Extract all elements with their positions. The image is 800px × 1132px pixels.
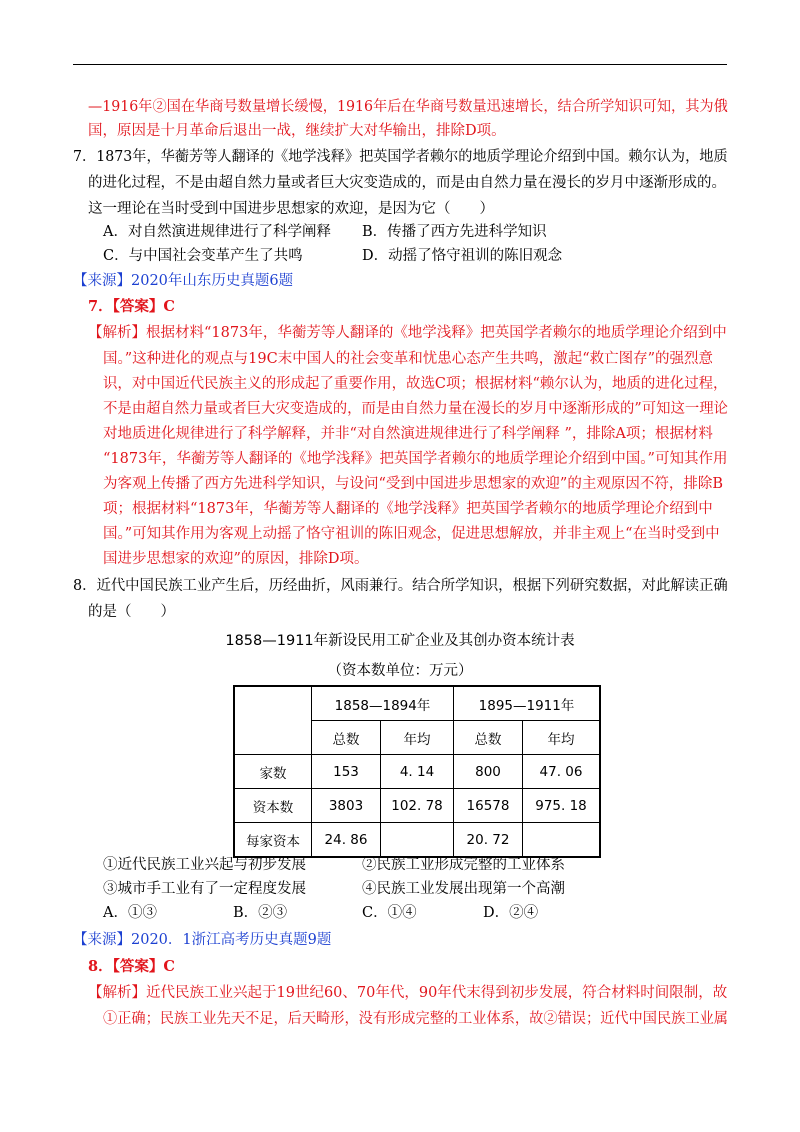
question-7-option-c: C．与中国社会变革产生了共鸣 xyxy=(103,248,303,264)
header-rule xyxy=(73,64,727,65)
table-cell: 975. 18 xyxy=(523,789,601,823)
table-header-row xyxy=(234,686,600,721)
question-8-stem-line-1: 8．近代中国民族工业产生后，历经曲折，风雨兼行。结合所学知识，根据下列研究数据，对此解读正确 xyxy=(73,578,728,594)
table-sub-avg-1: 年均 xyxy=(381,721,454,755)
question-7-option-d: D．动摇了恪守祖训的陈旧观念 xyxy=(362,248,563,264)
table-period-1: 1858—1894年 xyxy=(312,686,454,721)
table-sub-avg-2: 年均 xyxy=(523,721,601,755)
table-cell: 24. 86 xyxy=(312,823,381,858)
question-8-source: 【来源】2020．1浙江高考历史真题9题 xyxy=(73,932,332,948)
table-title: 1858—1911年新设民用工矿企业及其创办资本统计表 xyxy=(225,633,575,649)
question-7-analysis-line-7: 为客观上传播了西方先进科学知识，与设问“受到中国进步思想家的欢迎”的主观原因不符，排除B xyxy=(103,476,723,492)
table-cell: 16578 xyxy=(454,789,523,823)
question-7-analysis-line-8: 项；根据材料“1873年，华蘅芳等人翻译的《地学浅释》把英国学者赖尔的地质学理论介绍到中 xyxy=(103,501,713,517)
table-cell: 20. 72 xyxy=(454,823,523,858)
table-corner-cell xyxy=(234,686,312,755)
table-unit: （资本数单位：万元） xyxy=(327,663,473,679)
question-8-answer: 8．【答案】C xyxy=(88,958,175,975)
question-8-statement-4: ④民族工业发展出现第一个高潮 xyxy=(362,881,565,897)
table-row xyxy=(234,755,600,789)
question-7-source: 【来源】2020年山东历史真题6题 xyxy=(73,273,294,289)
question-8-statement-1: ①近代民族工业兴起与初步发展 xyxy=(103,857,306,873)
question-7-analysis-line-6: “1873年，华蘅芳等人翻译的《地学浅释》把英国学者赖尔的地质学理论介绍到中国。”可知其作用 xyxy=(103,451,728,467)
table-cell: 153 xyxy=(312,755,381,789)
table-cell: 102. 78 xyxy=(381,789,454,823)
table-row-label: 每家资本 xyxy=(234,823,312,858)
table-cell: 3803 xyxy=(312,789,381,823)
question-7-analysis-line-2: 国。”这种进化的观点与19C末中国人的社会变革和忧患心态产生共鸣，激起“救亡图存”的强烈意 xyxy=(103,351,714,367)
table-row-label: 资本数 xyxy=(234,789,312,823)
question-7-analysis-line-1: 【解析】根据材料“1873年，华蘅芳等人翻译的《地学浅释》把英国学者赖尔的地质学理论介绍到中 xyxy=(88,325,727,341)
question-7-analysis-line-4: 不是由超自然力量或者巨大灾变造成的，而是由自然力量在漫长的岁月中逐渐形成的”可知这一理论 xyxy=(103,401,728,417)
statistics-table xyxy=(233,685,601,858)
question-8-statement-2: ②民族工业形成完整的工业体系 xyxy=(362,857,565,873)
question-8-stem-line-2: 的是（ ） xyxy=(88,604,175,620)
table-row xyxy=(234,823,600,858)
table-cell: 47. 06 xyxy=(523,755,601,789)
table-row xyxy=(234,789,600,823)
question-8-option-c: C．①④ xyxy=(362,905,417,921)
question-8-option-d: D．②④ xyxy=(483,905,539,921)
prev-analysis-line-2: 国，原因是十月革命后退出一战，继续扩大对华输出，排除D项。 xyxy=(88,123,506,139)
question-7-stem-line-1: 7．1873年，华蘅芳等人翻译的《地学浅释》把英国学者赖尔的地质学理论介绍到中国。赖尔认为，地质 xyxy=(73,149,728,165)
table-row-label: 家数 xyxy=(234,755,312,789)
question-7-option-a: A．对自然演进规律进行了科学阐释 xyxy=(103,224,331,240)
question-7-analysis-line-9: 国。”可知其作用为客观上动摇了恪守祖训的陈旧观念，促进思想解放，并非主观上“在当时受到中 xyxy=(103,526,720,542)
question-7-answer: 7．【答案】C xyxy=(88,298,175,315)
question-7-option-b: B．传播了西方先进科学知识 xyxy=(362,224,547,240)
table-cell: 800 xyxy=(454,755,523,789)
table-cell xyxy=(523,823,601,858)
prev-analysis-line-1: —1916年②国在华商号数量增长缓慢，1916年后在华商号数量迅速增长，结合所学知识可知，其为俄 xyxy=(88,99,728,115)
table-cell: 4. 14 xyxy=(381,755,454,789)
table-sub-total-2: 总数 xyxy=(454,721,523,755)
question-8-analysis-line-2: ①正确；民族工业先天不足，后天畸形，没有形成完整的工业体系，故②错误；近代中国民族工业属 xyxy=(103,1011,728,1027)
question-7-analysis-line-5: 对地质进化规律进行了科学解释，并非“对自然演进规律进行了科学阐释 ”，排除A项；根据材料 xyxy=(103,426,713,442)
question-8-option-a: A．①③ xyxy=(103,905,157,921)
question-8-statement-3: ③城市手工业有了一定程度发展 xyxy=(103,881,306,897)
question-7-analysis-line-10: 国进步思想家的欢迎”的原因，排除D项。 xyxy=(103,551,369,567)
table-sub-total-1: 总数 xyxy=(312,721,381,755)
question-8-analysis-line-1: 【解析】近代民族工业兴起于19世纪60、70年代，90年代末得到初步发展，符合材料时间限制，故 xyxy=(88,985,728,1001)
question-7-stem-line-3: 这一理论在当时受到中国进步思想家的欢迎，是因为它（ ） xyxy=(88,201,494,217)
table-cell xyxy=(381,823,454,858)
question-8-option-b: B．②③ xyxy=(233,905,288,921)
question-7-stem-line-2: 的进化过程，不是由超自然力量或者巨大灾变造成的，而是由自然力量在漫长的岁月中逐渐形成的。 xyxy=(88,175,726,191)
table-period-2: 1895—1911年 xyxy=(454,686,601,721)
question-7-analysis-line-3: 识，对中国近代民族主义的形成起了重要作用，故选C项；根据材料“赖尔认为，地质的进化过程， xyxy=(103,376,728,392)
